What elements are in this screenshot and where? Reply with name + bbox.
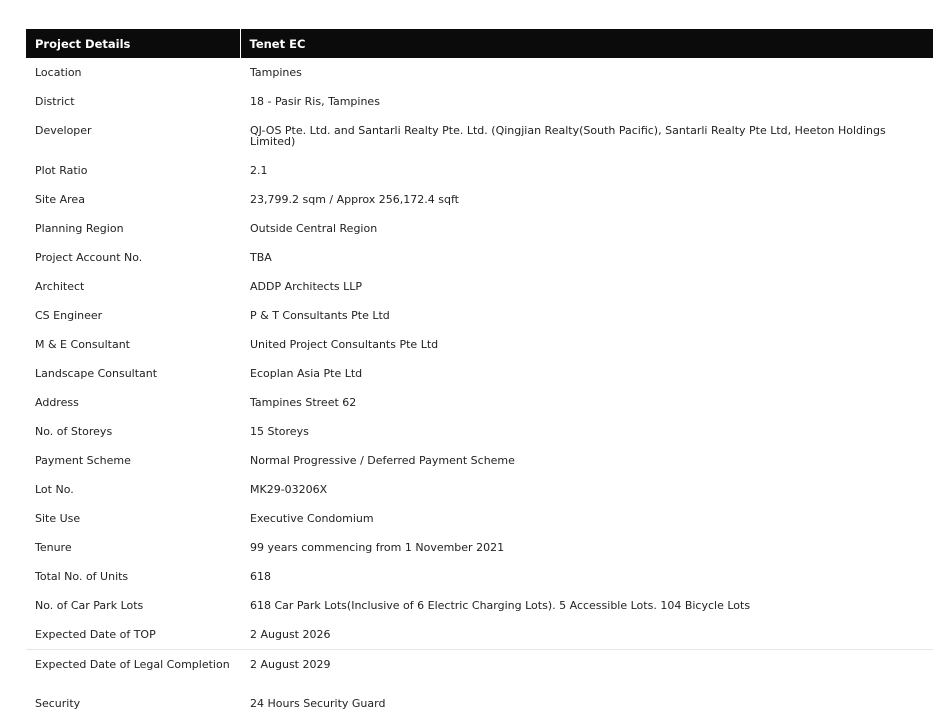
table-row [26, 272, 933, 301]
row-label: Expected Date of TOP [35, 628, 156, 641]
table-row [26, 58, 933, 87]
row-label: No. of Storeys [35, 425, 113, 438]
row-label: Site Area [35, 193, 85, 206]
table-row [26, 533, 933, 562]
table-row [26, 156, 933, 185]
table-row [26, 330, 933, 359]
project-details-table [26, 29, 933, 718]
row-value: Normal Progressive / Deferred Payment Scheme [250, 454, 515, 467]
row-value: 2 August 2026 [250, 628, 331, 641]
row-value: 18 - Pasir Ris, Tampines [250, 95, 380, 108]
table-row [26, 620, 933, 650]
row-label: Planning Region [35, 222, 124, 235]
row-label: District [35, 95, 75, 108]
table-row [26, 562, 933, 591]
row-value: Executive Condomium [250, 512, 374, 525]
row-label: Developer [35, 124, 92, 137]
table-row [26, 243, 933, 272]
row-value: Tampines Street 62 [250, 396, 357, 409]
row-value: 618 [250, 570, 271, 583]
table-row [26, 650, 933, 689]
row-value: P & T Consultants Pte Ltd [250, 309, 390, 322]
table-row [26, 301, 933, 330]
table-row [26, 417, 933, 446]
table-row [26, 185, 933, 214]
table-header-row [26, 29, 933, 58]
row-value: 618 Car Park Lots(Inclusive of 6 Electric Charging Lots). 5 Accessible Lots. 104 Bicycle Lots [250, 599, 751, 612]
row-label: Project Account No. [35, 251, 143, 264]
row-value: 24 Hours Security Guard [250, 696, 386, 710]
row-label: Site Use [35, 512, 81, 525]
header-project-name: Tenet EC [240, 29, 933, 58]
row-label: Tenure [35, 541, 72, 554]
row-label: Payment Scheme [35, 454, 131, 467]
row-value: 23,799.2 sqm / Approx 256,172.4 sqft [250, 193, 459, 206]
header-label: Project Details [26, 29, 240, 58]
row-value: United Project Consultants Pte Ltd [250, 338, 439, 351]
row-label: CS Engineer [35, 309, 103, 322]
table-row [26, 214, 933, 243]
table-row [26, 388, 933, 417]
table-row [26, 591, 933, 620]
row-value: ADDP Architects LLP [250, 280, 363, 293]
row-label: Total No. of Units [35, 570, 129, 583]
table-row [26, 689, 933, 718]
row-label: Plot Ratio [35, 164, 88, 177]
row-label: M & E Consultant [35, 338, 130, 351]
row-label: Address [35, 396, 79, 409]
row-label: Architect [35, 280, 85, 293]
row-label: Location [35, 66, 82, 79]
row-value: Ecoplan Asia Pte Ltd [250, 367, 363, 380]
row-value: QJ-OS Pte. Ltd. and Santarli Realty Pte. Ltd. (Qingjian Realty(South Pacific), Santarli Realty Pte Ltd, Heeton Holdings Limited) [250, 124, 886, 148]
table-row [26, 359, 933, 388]
table-row [26, 87, 933, 116]
table-row [26, 504, 933, 533]
row-label: No. of Car Park Lots [35, 599, 144, 612]
row-label: Lot No. [35, 483, 74, 496]
row-label: Landscape Consultant [35, 367, 158, 380]
table-row [26, 475, 933, 504]
row-value: TBA [250, 251, 272, 264]
table-row [26, 446, 933, 475]
row-value: 15 Storeys [250, 425, 309, 438]
row-value: MK29-03206X [250, 483, 328, 496]
row-value: Tampines [250, 66, 302, 79]
row-value: 2 August 2029 [240, 650, 933, 689]
row-value: 99 years commencing from 1 November 2021 [250, 541, 505, 554]
row-value: 2.1 [250, 164, 268, 177]
table-row [26, 116, 933, 156]
row-label: Security [35, 696, 81, 710]
row-value: Outside Central Region [250, 222, 378, 235]
row-label: Expected Date of Legal Completion [26, 650, 240, 689]
